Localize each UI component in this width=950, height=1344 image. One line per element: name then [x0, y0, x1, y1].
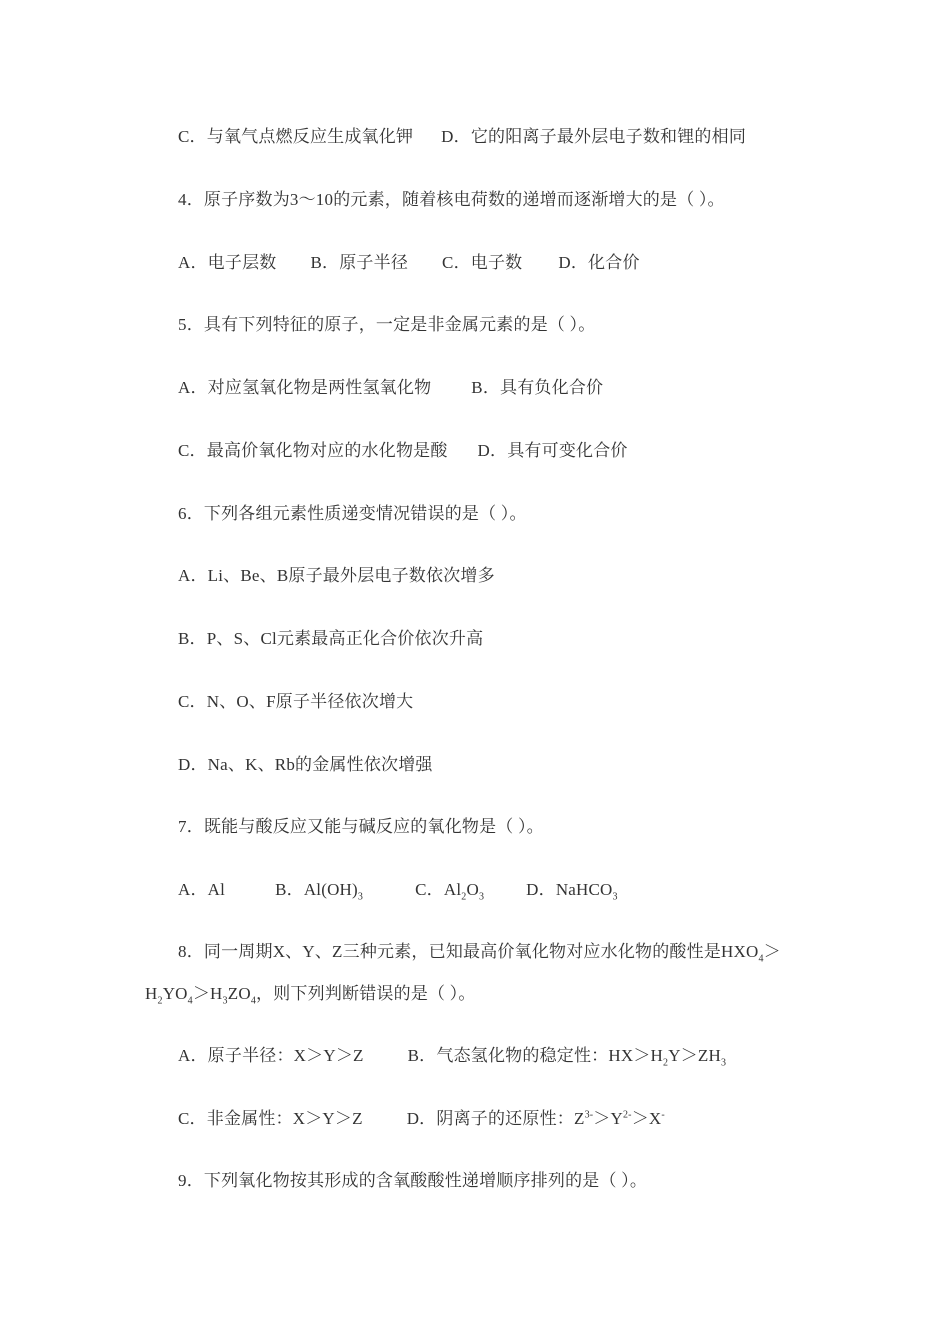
q6-option-a: A．Li、Be、B原子最外层电子数依次增多 [178, 566, 495, 585]
q8-option-d-sup1: 3- [584, 1109, 594, 1121]
q8-option-b-sub2: 3 [720, 1057, 727, 1069]
q8-option-d-text: D．阴离子的还原性：Z [406, 1109, 585, 1128]
q7-option-c-sub2: 3 [478, 891, 485, 903]
q8-stem-text: 8．同一周期X、Y、Z三种元素，已知最高价氧化物对应水化物的酸性是HXO [178, 942, 759, 961]
q4-option-b: B．原子半径 [310, 253, 409, 272]
q8-option-b-sub1: 2 [663, 1057, 669, 1069]
q5-options-ab [178, 377, 603, 399]
q3-options-cd [178, 126, 746, 148]
q8-stem-gt: ＞ [763, 942, 781, 961]
q7-option-b [275, 880, 364, 903]
q8-option-d-mid2: ＞X [631, 1109, 662, 1128]
q7-option-c-sub1: 2 [461, 891, 467, 903]
q9-stem: 9．下列氧化物按其形成的含氧酸酸性递增顺序排列的是（ ）。 [178, 1171, 648, 1190]
q8-yo: YO [162, 984, 188, 1003]
q5-option-a: A．对应氢氧化物是两性氢氧化物 [178, 378, 432, 397]
q6-option-d: D．Na、K、Rb的金属性依次增强 [178, 755, 433, 774]
q3-option-d: D．它的阳离子最外层电子数和锂的相同 [441, 127, 747, 146]
q7-option-c-mid: O [466, 880, 479, 899]
q8-sub2: 4 [187, 995, 193, 1007]
q8-option-d-sup2: 2- [622, 1109, 632, 1121]
q8-stem-line1 [178, 941, 781, 963]
q7-option-b-sub: 3 [357, 891, 364, 903]
q8-sub4: 4 [250, 995, 257, 1007]
q8-stem-end: ，则下列判断错误的是（ ）。 [256, 984, 476, 1003]
q6-option-c: C．N、O、F原子半径依次增大 [178, 692, 414, 711]
q8-option-b [407, 1046, 727, 1069]
q8-gt-h: ＞H [192, 984, 223, 1003]
q3-option-c: C．与氧气点燃反应生成氧化钾 [178, 127, 414, 146]
q8-option-a: A．原子半径：X＞Y＞Z [178, 1046, 364, 1065]
q4-stem: 4．原子序数为3～10的元素，随着核电荷数的递增而逐渐增大的是（ ）。 [178, 190, 725, 209]
q8-option-d-mid1: ＞Y [593, 1109, 623, 1128]
q8-option-b-mid: Y＞ZH [668, 1046, 721, 1065]
q6-stem: 6．下列各组元素性质递变情况错误的是（ ）。 [178, 504, 527, 523]
q8-stem-sub: 4 [758, 953, 764, 965]
q5-option-b: B．具有负化合价 [471, 378, 604, 397]
q8-sub3: 3 [222, 995, 228, 1007]
q5-option-d: D．具有可变化合价 [477, 441, 628, 460]
q7-option-c-text: C．Al [415, 880, 462, 899]
q8-option-d-sup3: - [661, 1109, 665, 1121]
q8-zo: ZO [227, 984, 251, 1003]
q4-option-d: D．化合价 [558, 253, 640, 272]
q8-options-cd [178, 1108, 665, 1130]
q8-h: H [145, 984, 158, 1003]
q5-stem: 5．具有下列特征的原子，一定是非金属元素的是（ ）。 [178, 315, 596, 334]
q4-option-a: A．电子层数 [178, 253, 277, 272]
q5-option-c: C．最高价氧化物对应的水化物是酸 [178, 441, 448, 460]
q7-option-b-text: B．Al(OH) [275, 880, 358, 899]
q8-sub1: 2 [157, 995, 163, 1007]
q8-option-d [407, 1109, 665, 1128]
q6-option-b: B．P、S、Cl元素最高正化合价依次升高 [178, 629, 484, 648]
q5-options-cd [178, 440, 628, 462]
q8-option-b-text: B．气态氢化物的稳定性：HX＞H [407, 1046, 663, 1065]
q8-options-ab [178, 1045, 726, 1067]
q7-stem: 7．既能与酸反应又能与碱反应的氧化物是（ ）。 [178, 817, 544, 836]
q7-option-c [415, 880, 485, 903]
q7-option-d [526, 880, 618, 903]
q7-option-a: A．Al [178, 880, 226, 899]
q8-stem-line2 [145, 983, 476, 1005]
q4-options [178, 252, 640, 274]
q4-option-c: C．电子数 [442, 253, 523, 272]
q7-options [178, 879, 618, 901]
q7-option-d-sub: 3 [612, 891, 618, 903]
q8-option-c: C．非金属性：X＞Y＞Z [178, 1109, 363, 1128]
q7-option-d-text: D．NaHCO [526, 880, 613, 899]
